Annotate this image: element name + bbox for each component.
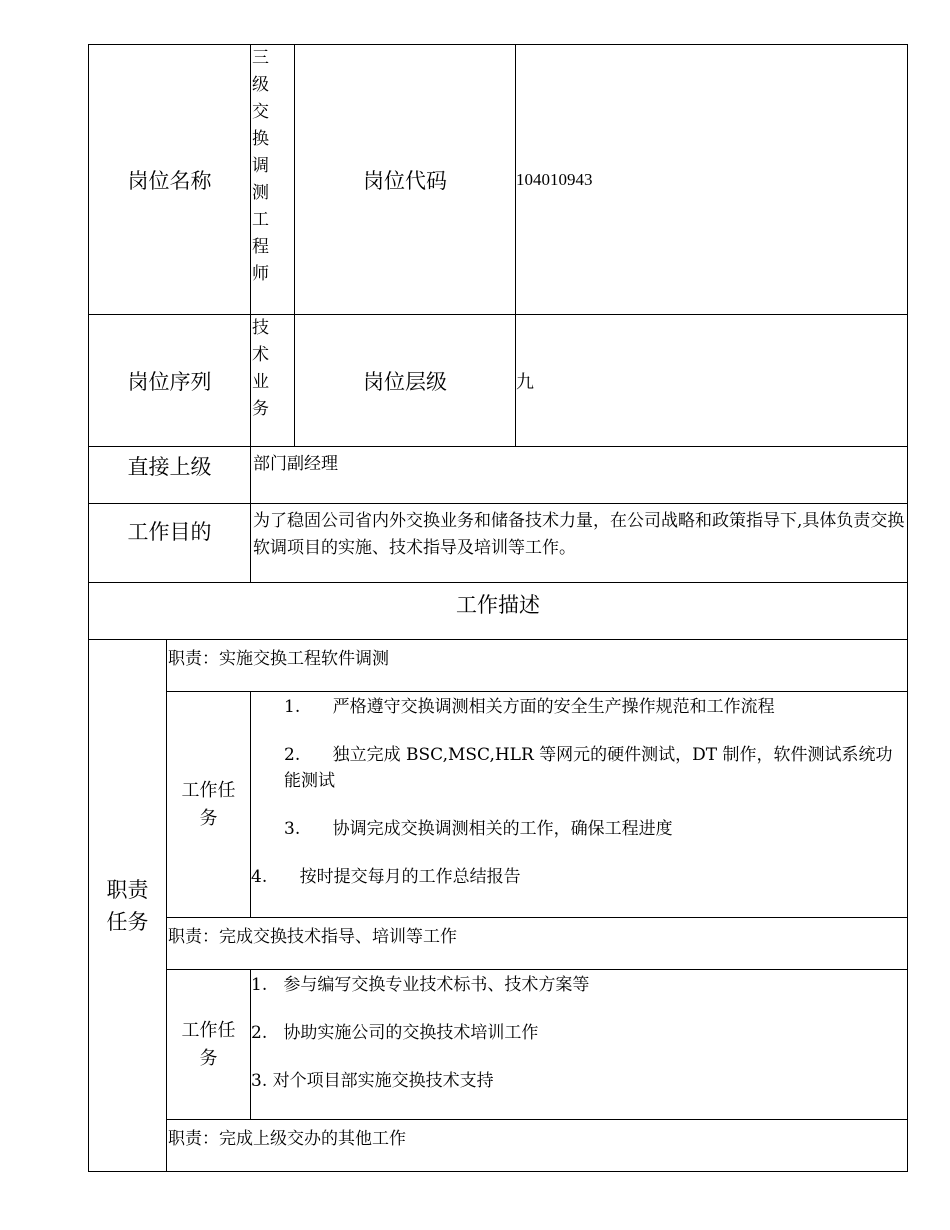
duty-2-task-list [251,970,908,1120]
supervisor-value: 部门副经理 [251,447,908,504]
job-description-document [88,44,907,1172]
duty-1-row [89,640,908,692]
duty-1-tasks-row [89,692,908,918]
duty-3-row [89,1120,908,1172]
duty-1: 职责：实施交换工程软件调测 [167,640,908,692]
task-label-1-text: 工作任务 [181,779,236,829]
job-description-table [88,44,908,1172]
duty-1-task-2: 2. 独立完成 BSC,MSC,HLR 等网元的硬件测试，DT 制作，软件测试系统功能测试 [284,745,893,791]
post-name-row [89,45,908,315]
duty-1-task-3: 3. 协调完成交换调测相关的工作，确保工程进度 [284,819,673,839]
duty-2-task-3: 3. 对个项目部实施交换技术支持 [251,1071,494,1091]
post-level-value: 九 [516,315,908,447]
duty-2-task-1: 1. 参与编写交换专业技术标书、技术方案等 [251,975,590,995]
supervisor-label: 直接上级 [89,447,251,504]
duty-3: 职责：完成上级交办的其他工作 [167,1120,908,1172]
purpose-label: 工作目的 [89,504,251,583]
side-label-line-1: 职责 [106,877,149,902]
task-label-2 [167,970,251,1120]
description-title: 工作描述 [89,583,908,640]
post-code-value: 104010943 [516,45,908,315]
duty-2-task-2: 2. 协助实施公司的交换技术培训工作 [251,1023,539,1043]
post-name-value [251,45,295,315]
duty-task-side-label [89,640,167,1172]
task-label-2-text: 工作任务 [181,1019,236,1069]
description-title-row [89,583,908,640]
duty-2: 职责：完成交换技术指导、培训等工作 [167,918,908,970]
purpose-row [89,504,908,583]
post-sequence-label: 岗位序列 [89,315,251,447]
post-sequence-row [89,315,908,447]
post-name-vertical-text: 三级交换调测工程师 [252,48,269,284]
duty-2-tasks-row [89,970,908,1120]
post-sequence-value [251,315,295,447]
duty-1-task-list [251,692,908,918]
post-sequence-vertical-text: 技术业务 [252,318,269,419]
purpose-value: 为了稳固公司省内外交换业务和储备技术力量，在公司战略和政策指导下,具体负责交换软调项目的实施、技术指导及培训等工作。 [251,504,908,583]
post-level-label: 岗位层级 [295,315,516,447]
duty-1-task-1: 1. 严格遵守交换调测相关方面的安全生产操作规范和工作流程 [284,697,775,717]
post-name-label: 岗位名称 [89,45,251,315]
side-label-line-2: 任务 [106,909,149,934]
duty-2-row [89,918,908,970]
supervisor-row [89,447,908,504]
duty-1-task-4: 4. 按时提交每月的工作总结报告 [251,867,521,887]
post-code-label: 岗位代码 [295,45,516,315]
task-label-1 [167,692,251,918]
